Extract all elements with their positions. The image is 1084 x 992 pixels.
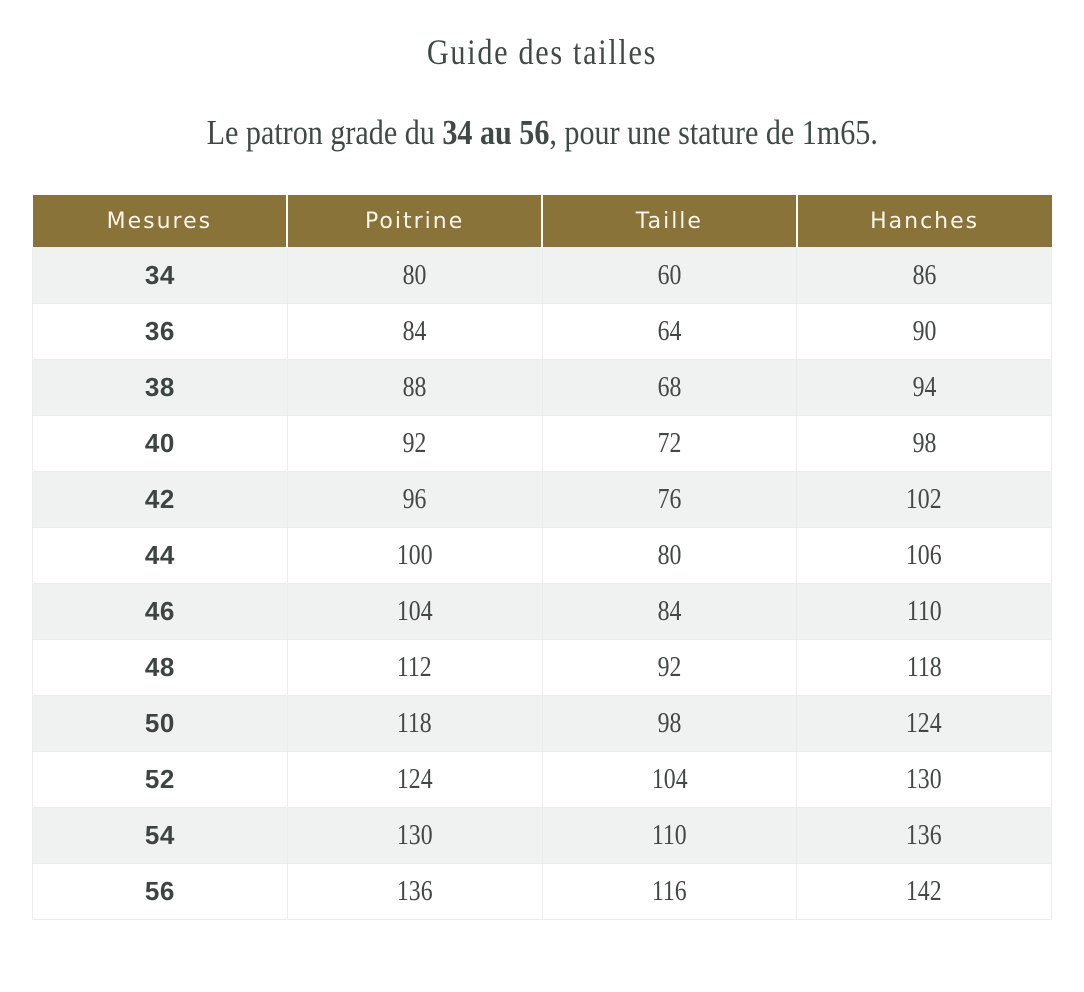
measurement-value: 124 bbox=[396, 763, 433, 795]
hanches-cell bbox=[797, 864, 1052, 920]
measurement-value: 118 bbox=[906, 651, 942, 683]
measurement-value: 102 bbox=[906, 483, 942, 515]
taille-cell bbox=[542, 528, 797, 584]
taille-cell bbox=[542, 416, 797, 472]
poitrine-cell bbox=[287, 808, 542, 864]
measurement-value: 92 bbox=[657, 651, 682, 683]
measurement-value: 112 bbox=[397, 651, 433, 683]
taille-cell bbox=[542, 584, 797, 640]
taille-cell bbox=[542, 304, 797, 360]
measurement-value: 92 bbox=[402, 427, 427, 459]
table-row bbox=[33, 472, 1052, 528]
measurement-value: 84 bbox=[402, 315, 427, 347]
size-cell: 50 bbox=[33, 696, 288, 752]
size-guide-table bbox=[32, 195, 1052, 920]
measurement-value: 64 bbox=[657, 315, 682, 347]
measurement-value: 96 bbox=[402, 483, 427, 515]
measurement-value: 118 bbox=[397, 707, 433, 739]
taille-cell bbox=[542, 864, 797, 920]
measurement-value: 106 bbox=[906, 539, 942, 571]
taille-cell bbox=[542, 248, 797, 304]
hanches-cell bbox=[797, 640, 1052, 696]
taille-cell bbox=[542, 696, 797, 752]
taille-cell bbox=[542, 472, 797, 528]
poitrine-cell bbox=[287, 864, 542, 920]
table-header bbox=[33, 195, 1052, 248]
table-row bbox=[33, 752, 1052, 808]
measurement-value: 84 bbox=[657, 595, 682, 627]
table-row bbox=[33, 528, 1052, 584]
size-cell: 34 bbox=[33, 248, 288, 304]
poitrine-cell bbox=[287, 416, 542, 472]
subtitle-size-range: 34 au 56 bbox=[442, 113, 550, 152]
taille-cell bbox=[542, 752, 797, 808]
taille-cell bbox=[542, 360, 797, 416]
table-row bbox=[33, 808, 1052, 864]
measurement-value: 76 bbox=[657, 483, 682, 515]
table-header-row bbox=[33, 195, 1052, 248]
hanches-cell bbox=[797, 584, 1052, 640]
poitrine-cell bbox=[287, 696, 542, 752]
column-header-poitrine: Poitrine bbox=[287, 195, 542, 248]
poitrine-cell bbox=[287, 304, 542, 360]
size-cell: 54 bbox=[33, 808, 288, 864]
size-cell: 36 bbox=[33, 304, 288, 360]
table-row bbox=[33, 304, 1052, 360]
size-guide-subtitle-row bbox=[0, 111, 1084, 155]
poitrine-cell bbox=[287, 640, 542, 696]
measurement-value: 86 bbox=[912, 259, 937, 291]
size-cell: 46 bbox=[33, 584, 288, 640]
column-header-hanches: Hanches bbox=[797, 195, 1052, 248]
measurement-value: 136 bbox=[396, 875, 433, 907]
table-row bbox=[33, 248, 1052, 304]
measurement-value: 94 bbox=[912, 371, 937, 403]
hanches-cell bbox=[797, 752, 1052, 808]
size-cell: 38 bbox=[33, 360, 288, 416]
page-title: Guide des tailles bbox=[426, 32, 658, 72]
poitrine-cell bbox=[287, 360, 542, 416]
size-cell: 56 bbox=[33, 864, 288, 920]
column-header-mesures: Mesures bbox=[33, 195, 288, 248]
measurement-value: 124 bbox=[906, 707, 942, 739]
poitrine-cell bbox=[287, 584, 542, 640]
measurement-value: 60 bbox=[657, 259, 682, 291]
hanches-cell bbox=[797, 304, 1052, 360]
hanches-cell bbox=[797, 528, 1052, 584]
measurement-value: 130 bbox=[396, 819, 433, 851]
hanches-cell bbox=[797, 808, 1052, 864]
size-cell: 44 bbox=[33, 528, 288, 584]
table-row bbox=[33, 416, 1052, 472]
column-header-taille: Taille bbox=[542, 195, 797, 248]
measurement-value: 98 bbox=[657, 707, 682, 739]
size-cell: 42 bbox=[33, 472, 288, 528]
measurement-value: 110 bbox=[906, 595, 942, 627]
hanches-cell bbox=[797, 416, 1052, 472]
subtitle-text-after: , pour une stature de 1m65. bbox=[549, 113, 878, 152]
size-cell: 48 bbox=[33, 640, 288, 696]
subtitle-text-before: Le patron grade du bbox=[206, 113, 443, 152]
measurement-value: 142 bbox=[906, 875, 942, 907]
poitrine-cell bbox=[287, 752, 542, 808]
hanches-cell bbox=[797, 696, 1052, 752]
measurement-value: 98 bbox=[912, 427, 937, 459]
measurement-value: 68 bbox=[657, 371, 682, 403]
hanches-cell bbox=[797, 360, 1052, 416]
table-body bbox=[33, 248, 1052, 920]
poitrine-cell bbox=[287, 528, 542, 584]
poitrine-cell bbox=[287, 248, 542, 304]
size-guide-subtitle bbox=[206, 111, 877, 155]
poitrine-cell bbox=[287, 472, 542, 528]
hanches-cell bbox=[797, 248, 1052, 304]
size-guide-header bbox=[0, 28, 1084, 76]
measurement-value: 80 bbox=[402, 259, 427, 291]
measurement-value: 136 bbox=[906, 819, 942, 851]
measurement-value: 80 bbox=[657, 539, 682, 571]
table-row bbox=[33, 864, 1052, 920]
size-cell: 52 bbox=[33, 752, 288, 808]
measurement-value: 130 bbox=[906, 763, 942, 795]
measurement-value: 88 bbox=[402, 371, 427, 403]
measurement-value: 104 bbox=[396, 595, 433, 627]
table-row bbox=[33, 696, 1052, 752]
measurement-value: 100 bbox=[396, 539, 433, 571]
measurement-value: 104 bbox=[651, 763, 688, 795]
taille-cell bbox=[542, 808, 797, 864]
taille-cell bbox=[542, 640, 797, 696]
table-row bbox=[33, 640, 1052, 696]
table-row bbox=[33, 584, 1052, 640]
hanches-cell bbox=[797, 472, 1052, 528]
table-row bbox=[33, 360, 1052, 416]
measurement-value: 90 bbox=[912, 315, 937, 347]
size-cell: 40 bbox=[33, 416, 288, 472]
measurement-value: 72 bbox=[657, 427, 682, 459]
measurement-value: 116 bbox=[651, 875, 687, 907]
measurement-value: 110 bbox=[651, 819, 687, 851]
